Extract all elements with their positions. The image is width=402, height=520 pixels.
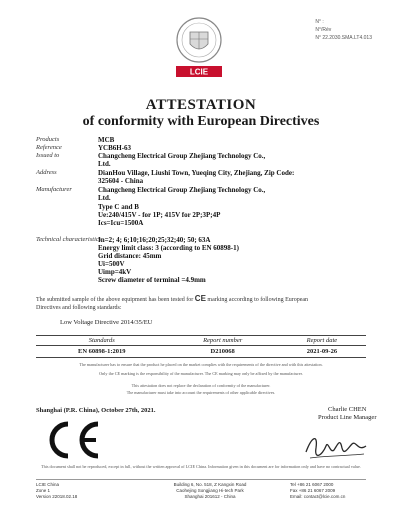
place-date: Shanghai (P.R. China), October 27th, 2021. (36, 407, 156, 414)
value-uimp: Uimp=4kV (98, 268, 132, 276)
col-standards: Standards (36, 336, 168, 346)
value-issued-to-2: Ltd. (98, 160, 111, 168)
document-subtitle: of conformity with European Directives (82, 114, 320, 129)
document-title: ATTESTATION (145, 97, 257, 113)
reference-block (315, 18, 372, 42)
value-current: In=2; 4; 6;10;16;20;25;32;40; 50; 63A (98, 236, 211, 244)
value-energy: Energy limit class: 3 (according to EN 60898-1) (98, 244, 239, 252)
footer-right: Tel +86 21 6067 2000 Fax +86 21 6067 2009 Email: contact@lcie.com.cn (290, 482, 346, 499)
value-type: Type C and B (98, 203, 139, 211)
signer-name: Charlie CHEN (328, 406, 367, 413)
value-issued-to: Changcheng Electrical Group Zhejiang Technology Co., (98, 152, 266, 160)
label-reference: Reference (36, 144, 62, 151)
value-manufacturer-2: Ltd. (98, 194, 111, 202)
submitted-statement: The submitted sample of the above equipment has been tested for CE marking according to following European Directives and following standards: (36, 294, 309, 311)
footer-left: LCIE China Zone 1 Version 22018.02.18 (36, 482, 78, 499)
value-ui: Ui=500V (98, 260, 125, 268)
value-grid: Grid distance: 45mm (98, 252, 162, 260)
value-screw: Screw diameter of terminal =4.9mm (98, 276, 206, 284)
reference-line: N°/Rév (315, 27, 332, 33)
table-header-row (36, 336, 366, 346)
value-voltage: Ue:240/415V - for 1P; 415V for 2P;3P;4P (98, 211, 221, 219)
label-issued-to: Issued to (36, 152, 60, 159)
col-report-date: Report date (278, 336, 366, 346)
col-report-number: Report number (168, 336, 278, 346)
value-manufacturer: Changcheng Electrical Group Zhejiang Technology Co., (98, 186, 266, 194)
lcie-bureau-veritas-logo (170, 14, 228, 80)
value-products: MCB (98, 136, 115, 144)
signer-title: Product Line Manager (318, 414, 377, 421)
value-address-2: 325604 - China (98, 177, 144, 185)
label-manufacturer: Manufacturer (36, 186, 72, 193)
cell-report-number: D210068 (168, 346, 278, 358)
table-row (36, 346, 366, 358)
cell-report-date: 2021-09-26 (278, 346, 366, 358)
ce-mark-icon (40, 418, 104, 462)
fine-print-3: This attestation does not replace the declaration of conformity of the manufacturer. (131, 383, 271, 388)
value-ics: Ics=Icu=1500A (98, 219, 144, 227)
footer-divider (36, 479, 366, 480)
signer-block (318, 406, 376, 422)
footer-note: This document shall not be reproduced, except in full, without the written approval of LCIE China. Information given in this document are for information only and have no contractual value. (41, 464, 361, 469)
directive-name: Low Voltage Directive 2014/35/EU (60, 319, 153, 326)
footer-middle: Building 6, No. 518, Z Kangxin Road Caohejing Songjiang Hi-tech Park Shanghai 201612 - China (173, 482, 247, 499)
ce-mark-inline: CE (194, 294, 206, 303)
standards-table (36, 335, 366, 358)
value-address: DianHou Village, Liushi Town, Yueqing City, Zhejiang, Zip Code: (98, 169, 295, 177)
logo-text: LCIE (189, 67, 209, 77)
reference-line: N° 22.2030.SMA.LT4.013 (315, 35, 372, 41)
value-reference: YCB6H-63 (98, 144, 132, 152)
fine-print-1: The manufacturer has to ensure that the product he placed on the market complies with the requirements of the directive and with this attestation. (79, 362, 323, 367)
label-technical: Technical characteristics (36, 236, 102, 243)
fine-print-4: The manufacturer must take into account the requirements of other applicable directives. (126, 390, 276, 395)
reference-line: N° : (315, 19, 324, 25)
signature-icon (300, 426, 372, 466)
label-products: Products (36, 136, 60, 143)
cell-standard: EN 60898-1:2019 (36, 346, 168, 358)
fine-print-2: Only the CE marking is the responsibility of the manufacturer. The CE marking may only be affixed by the manufacturer. (99, 371, 303, 376)
label-address: Address (36, 169, 57, 176)
